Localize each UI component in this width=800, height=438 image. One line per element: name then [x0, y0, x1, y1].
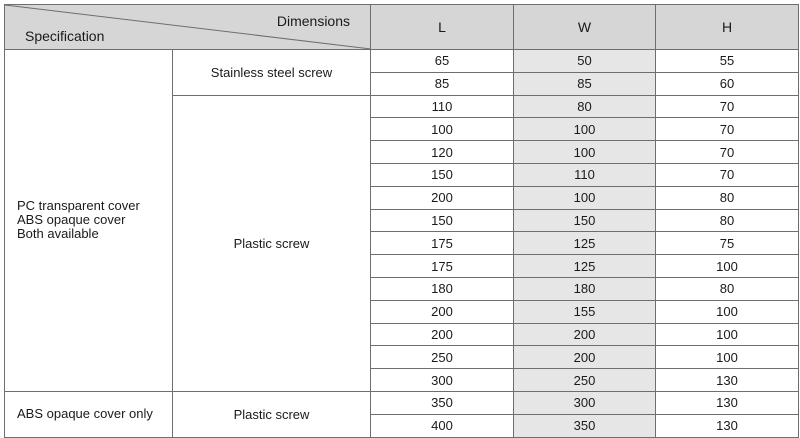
cell-h: 80 — [656, 186, 799, 209]
cell-h: 70 — [656, 118, 799, 141]
cover-spec-line: PC transparent cover — [17, 198, 140, 214]
cell-h: 100 — [656, 323, 799, 346]
diagonal-header-cell — [5, 5, 371, 50]
cell-l: 85 — [371, 72, 514, 95]
dimensions-header-label: Dimensions — [276, 13, 350, 29]
cell-h: 80 — [656, 209, 799, 232]
cell-h: 60 — [656, 72, 799, 95]
cell-w: 100 — [514, 186, 656, 209]
cell-h: 100 — [656, 346, 799, 369]
cell-l: 180 — [371, 277, 514, 300]
screw-type-cell: Plastic screw — [173, 391, 371, 437]
cell-w: 200 — [514, 323, 656, 346]
table-body — [5, 50, 799, 438]
cell-w: 85 — [514, 72, 656, 95]
cell-l: 65 — [371, 50, 514, 73]
cover-spec-cell — [5, 391, 173, 437]
column-header-h: H — [656, 5, 799, 50]
cell-l: 250 — [371, 346, 514, 369]
column-header-l: L — [371, 5, 514, 50]
cell-h: 70 — [656, 141, 799, 164]
cell-l: 350 — [371, 391, 514, 414]
specification-header-label: Specification — [25, 28, 105, 44]
cell-l: 175 — [371, 232, 514, 255]
cell-l: 200 — [371, 186, 514, 209]
cell-w: 200 — [514, 346, 656, 369]
cell-w: 180 — [514, 277, 656, 300]
cell-w: 300 — [514, 391, 656, 414]
cell-l: 110 — [371, 95, 514, 118]
cell-w: 150 — [514, 209, 656, 232]
cell-w: 80 — [514, 95, 656, 118]
table-header-row — [5, 5, 799, 50]
screw-type-cell: Plastic screw — [173, 95, 371, 391]
cell-h: 55 — [656, 50, 799, 73]
cell-w: 155 — [514, 300, 656, 323]
cover-spec-line: ABS opaque cover only — [17, 406, 153, 422]
cell-w: 125 — [514, 255, 656, 278]
cell-l: 150 — [371, 209, 514, 232]
cell-w: 100 — [514, 118, 656, 141]
cover-spec-cell — [5, 50, 173, 392]
cover-spec-line: ABS opaque cover — [17, 212, 126, 228]
cell-h: 80 — [656, 277, 799, 300]
cell-h: 100 — [656, 255, 799, 278]
cell-w: 250 — [514, 369, 656, 392]
cell-h: 100 — [656, 300, 799, 323]
cell-l: 200 — [371, 300, 514, 323]
cell-w: 100 — [514, 141, 656, 164]
cover-spec-line: Both available — [17, 226, 99, 242]
table-row — [5, 391, 799, 414]
cell-h: 130 — [656, 391, 799, 414]
cell-l: 200 — [371, 323, 514, 346]
cell-w: 350 — [514, 414, 656, 437]
cell-l: 175 — [371, 255, 514, 278]
cell-h: 130 — [656, 414, 799, 437]
cell-l: 150 — [371, 163, 514, 186]
cell-h: 75 — [656, 232, 799, 255]
cell-w: 110 — [514, 163, 656, 186]
cell-h: 130 — [656, 369, 799, 392]
cell-h: 70 — [656, 95, 799, 118]
table-row — [5, 50, 799, 73]
screw-type-cell: Stainless steel screw — [173, 50, 371, 96]
cell-w: 125 — [514, 232, 656, 255]
cell-l: 100 — [371, 118, 514, 141]
column-header-w: W — [514, 5, 656, 50]
cell-w: 50 — [514, 50, 656, 73]
cell-l: 120 — [371, 141, 514, 164]
cell-l: 300 — [371, 369, 514, 392]
cell-l: 400 — [371, 414, 514, 437]
dimension-spec-table — [4, 4, 799, 438]
cell-h: 70 — [656, 163, 799, 186]
